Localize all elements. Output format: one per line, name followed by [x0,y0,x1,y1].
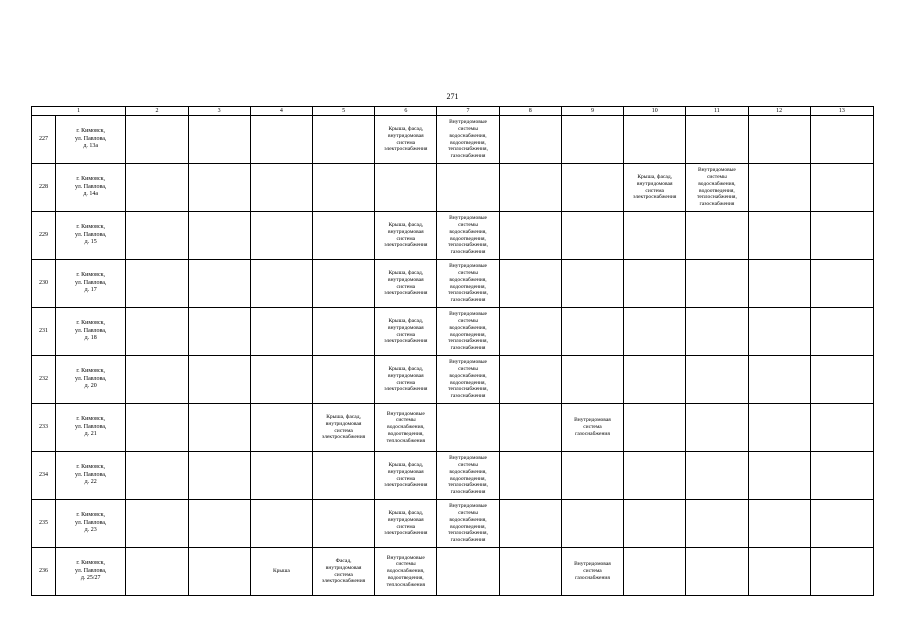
col-9-cell: Внутридомовая система газоснабжения [561,548,623,596]
col-9-cell [561,452,623,500]
col-12-cell [748,500,810,548]
col-10-cell [624,404,686,452]
col-10-cell [624,308,686,356]
col-11-cell [686,212,748,260]
col-7-cell [437,548,499,596]
col-2-cell [126,356,188,404]
col-13-cell [810,116,873,164]
address-cell: г. Кимовск, ул. Павлова, д. 22 [56,452,126,500]
col-6-cell: Крыша, фасад, внутридомовая система электроснабжения [375,500,437,548]
col-13-cell [810,308,873,356]
table-row [32,116,874,164]
column-header-row [32,107,874,116]
col-8-cell [499,356,561,404]
column-header-13: 13 [810,107,873,116]
col-7-cell [437,164,499,212]
column-header-9: 9 [561,107,623,116]
schedule-table [31,106,874,596]
col-13-cell [810,452,873,500]
col-12-cell [748,548,810,596]
col-3-cell [188,548,250,596]
col-6-cell: Внутридомовые системы водоснабжения, водоотведения, теплоснабжения [375,404,437,452]
col-10-cell [624,452,686,500]
col-7-cell: Внутридомовые системы водоснабжения, водоотведения, теплоснабжения, газоснабжения [437,452,499,500]
col-12-cell [748,308,810,356]
col-13-cell [810,260,873,308]
col-12-cell [748,356,810,404]
column-header-11: 11 [686,107,748,116]
col-8-cell [499,308,561,356]
column-header-4: 4 [250,107,312,116]
col-2-cell [126,404,188,452]
table-row [32,404,874,452]
row-number: 235 [32,500,56,548]
row-number: 231 [32,308,56,356]
column-header-10: 10 [624,107,686,116]
col-2-cell [126,164,188,212]
col-8-cell [499,116,561,164]
col-3-cell [188,404,250,452]
col-5-cell: Фасад, внутридомовая система электроснабжения [312,548,374,596]
col-4-cell [250,164,312,212]
address-cell: г. Кимовск, ул. Павлова, д. 23 [56,500,126,548]
col-8-cell [499,404,561,452]
col-13-cell [810,164,873,212]
col-6-cell: Крыша, фасад, внутридомовая система электроснабжения [375,308,437,356]
col-4-cell [250,260,312,308]
col-10-cell: Крыша, фасад, внутридомовая система электроснабжения [624,164,686,212]
col-10-cell [624,548,686,596]
col-9-cell [561,356,623,404]
table-row [32,356,874,404]
col-10-cell [624,260,686,308]
col-6-cell: Крыша, фасад, внутридомовая система электроснабжения [375,212,437,260]
col-13-cell [810,404,873,452]
address-cell: г. Кимовск, ул. Павлова, д. 17 [56,260,126,308]
col-10-cell [624,356,686,404]
row-number: 232 [32,356,56,404]
address-cell: г. Кимовск, ул. Павлова, д. 25/27 [56,548,126,596]
col-11-cell: Внутридомовые системы водоснабжения, водоотведения, теплоснабжения, газоснабжения [686,164,748,212]
row-number: 227 [32,116,56,164]
column-header-3: 3 [188,107,250,116]
col-6-cell: Внутридомовые системы водоснабжения, водоотведения, теплоснабжения [375,548,437,596]
column-header-6: 6 [375,107,437,116]
col-2-cell [126,116,188,164]
col-4-cell [250,356,312,404]
col-12-cell [748,260,810,308]
col-3-cell [188,452,250,500]
column-header-5: 5 [312,107,374,116]
table-row [32,308,874,356]
col-4-cell [250,212,312,260]
col-4-cell [250,404,312,452]
col-9-cell [561,500,623,548]
col-5-cell: Крыша, фасад, внутридомовая система электроснабжения [312,404,374,452]
col-5-cell [312,164,374,212]
column-header-2: 2 [126,107,188,116]
column-header-7: 7 [437,107,499,116]
column-header-12: 12 [748,107,810,116]
col-11-cell [686,404,748,452]
col-6-cell: Крыша, фасад, внутридомовая система электроснабжения [375,356,437,404]
col-11-cell [686,500,748,548]
col-10-cell [624,116,686,164]
col-5-cell [312,260,374,308]
col-3-cell [188,164,250,212]
col-6-cell [375,164,437,212]
col-7-cell: Внутридомовые системы водоснабжения, водоотведения, теплоснабжения, газоснабжения [437,356,499,404]
col-12-cell [748,452,810,500]
col-9-cell [561,116,623,164]
address-cell: г. Кимовск, ул. Павлова, д. 18 [56,308,126,356]
col-12-cell [748,164,810,212]
col-7-cell: Внутридомовые системы водоснабжения, водоотведения, теплоснабжения, газоснабжения [437,500,499,548]
column-header-8: 8 [499,107,561,116]
col-8-cell [499,260,561,308]
table-row [32,212,874,260]
col-2-cell [126,308,188,356]
col-8-cell [499,500,561,548]
col-9-cell: Внутридомовая система газоснабжения [561,404,623,452]
col-11-cell [686,260,748,308]
row-number: 233 [32,404,56,452]
col-4-cell [250,116,312,164]
col-11-cell [686,356,748,404]
address-cell: г. Кимовск, ул. Павлова, д. 13а [56,116,126,164]
col-4-cell [250,500,312,548]
row-number: 229 [32,212,56,260]
col-12-cell [748,212,810,260]
col-3-cell [188,212,250,260]
col-7-cell: Внутридомовые системы водоснабжения, водоотведения, теплоснабжения, газоснабжения [437,116,499,164]
col-13-cell [810,500,873,548]
col-13-cell [810,212,873,260]
col-12-cell [748,404,810,452]
address-cell: г. Кимовск, ул. Павлова, д. 20 [56,356,126,404]
col-10-cell [624,212,686,260]
col-12-cell [748,116,810,164]
col-2-cell [126,212,188,260]
row-number: 230 [32,260,56,308]
col-4-cell: Крыша [250,548,312,596]
col-10-cell [624,500,686,548]
col-6-cell: Крыша, фасад, внутридомовая система электроснабжения [375,116,437,164]
col-4-cell [250,452,312,500]
col-8-cell [499,452,561,500]
col-4-cell [250,308,312,356]
col-11-cell [686,308,748,356]
col-6-cell: Крыша, фасад, внутридомовая система электроснабжения [375,452,437,500]
col-8-cell [499,212,561,260]
col-11-cell [686,548,748,596]
page-number: 271 [446,92,459,101]
col-5-cell [312,212,374,260]
table-row [32,260,874,308]
col-6-cell: Крыша, фасад, внутридомовая система электроснабжения [375,260,437,308]
col-13-cell [810,548,873,596]
col-9-cell [561,212,623,260]
address-cell: г. Кимовск, ул. Павлова, д. 21 [56,404,126,452]
col-5-cell [312,116,374,164]
col-3-cell [188,356,250,404]
col-2-cell [126,500,188,548]
col-8-cell [499,164,561,212]
col-13-cell [810,356,873,404]
col-7-cell: Внутридомовые системы водоснабжения, водоотведения, теплоснабжения, газоснабжения [437,308,499,356]
col-7-cell [437,404,499,452]
col-11-cell [686,452,748,500]
col-5-cell [312,356,374,404]
address-cell: г. Кимовск, ул. Павлова, д. 14а [56,164,126,212]
col-2-cell [126,260,188,308]
col-8-cell [499,548,561,596]
table-row [32,500,874,548]
row-number: 236 [32,548,56,596]
col-3-cell [188,500,250,548]
col-5-cell [312,308,374,356]
col-5-cell [312,452,374,500]
address-cell: г. Кимовск, ул. Павлова, д. 15 [56,212,126,260]
row-number: 234 [32,452,56,500]
col-3-cell [188,308,250,356]
col-9-cell [561,260,623,308]
col-9-cell [561,308,623,356]
col-3-cell [188,260,250,308]
col-9-cell [561,164,623,212]
column-header-1: 1 [32,107,126,116]
col-2-cell [126,452,188,500]
table-row [32,164,874,212]
table-row [32,452,874,500]
table-row [32,548,874,596]
col-7-cell: Внутридомовые системы водоснабжения, водоотведения, теплоснабжения, газоснабжения [437,212,499,260]
col-11-cell [686,116,748,164]
col-3-cell [188,116,250,164]
col-2-cell [126,548,188,596]
row-number: 228 [32,164,56,212]
col-7-cell: Внутридомовые системы водоснабжения, водоотведения, теплоснабжения, газоснабжения [437,260,499,308]
col-5-cell [312,500,374,548]
